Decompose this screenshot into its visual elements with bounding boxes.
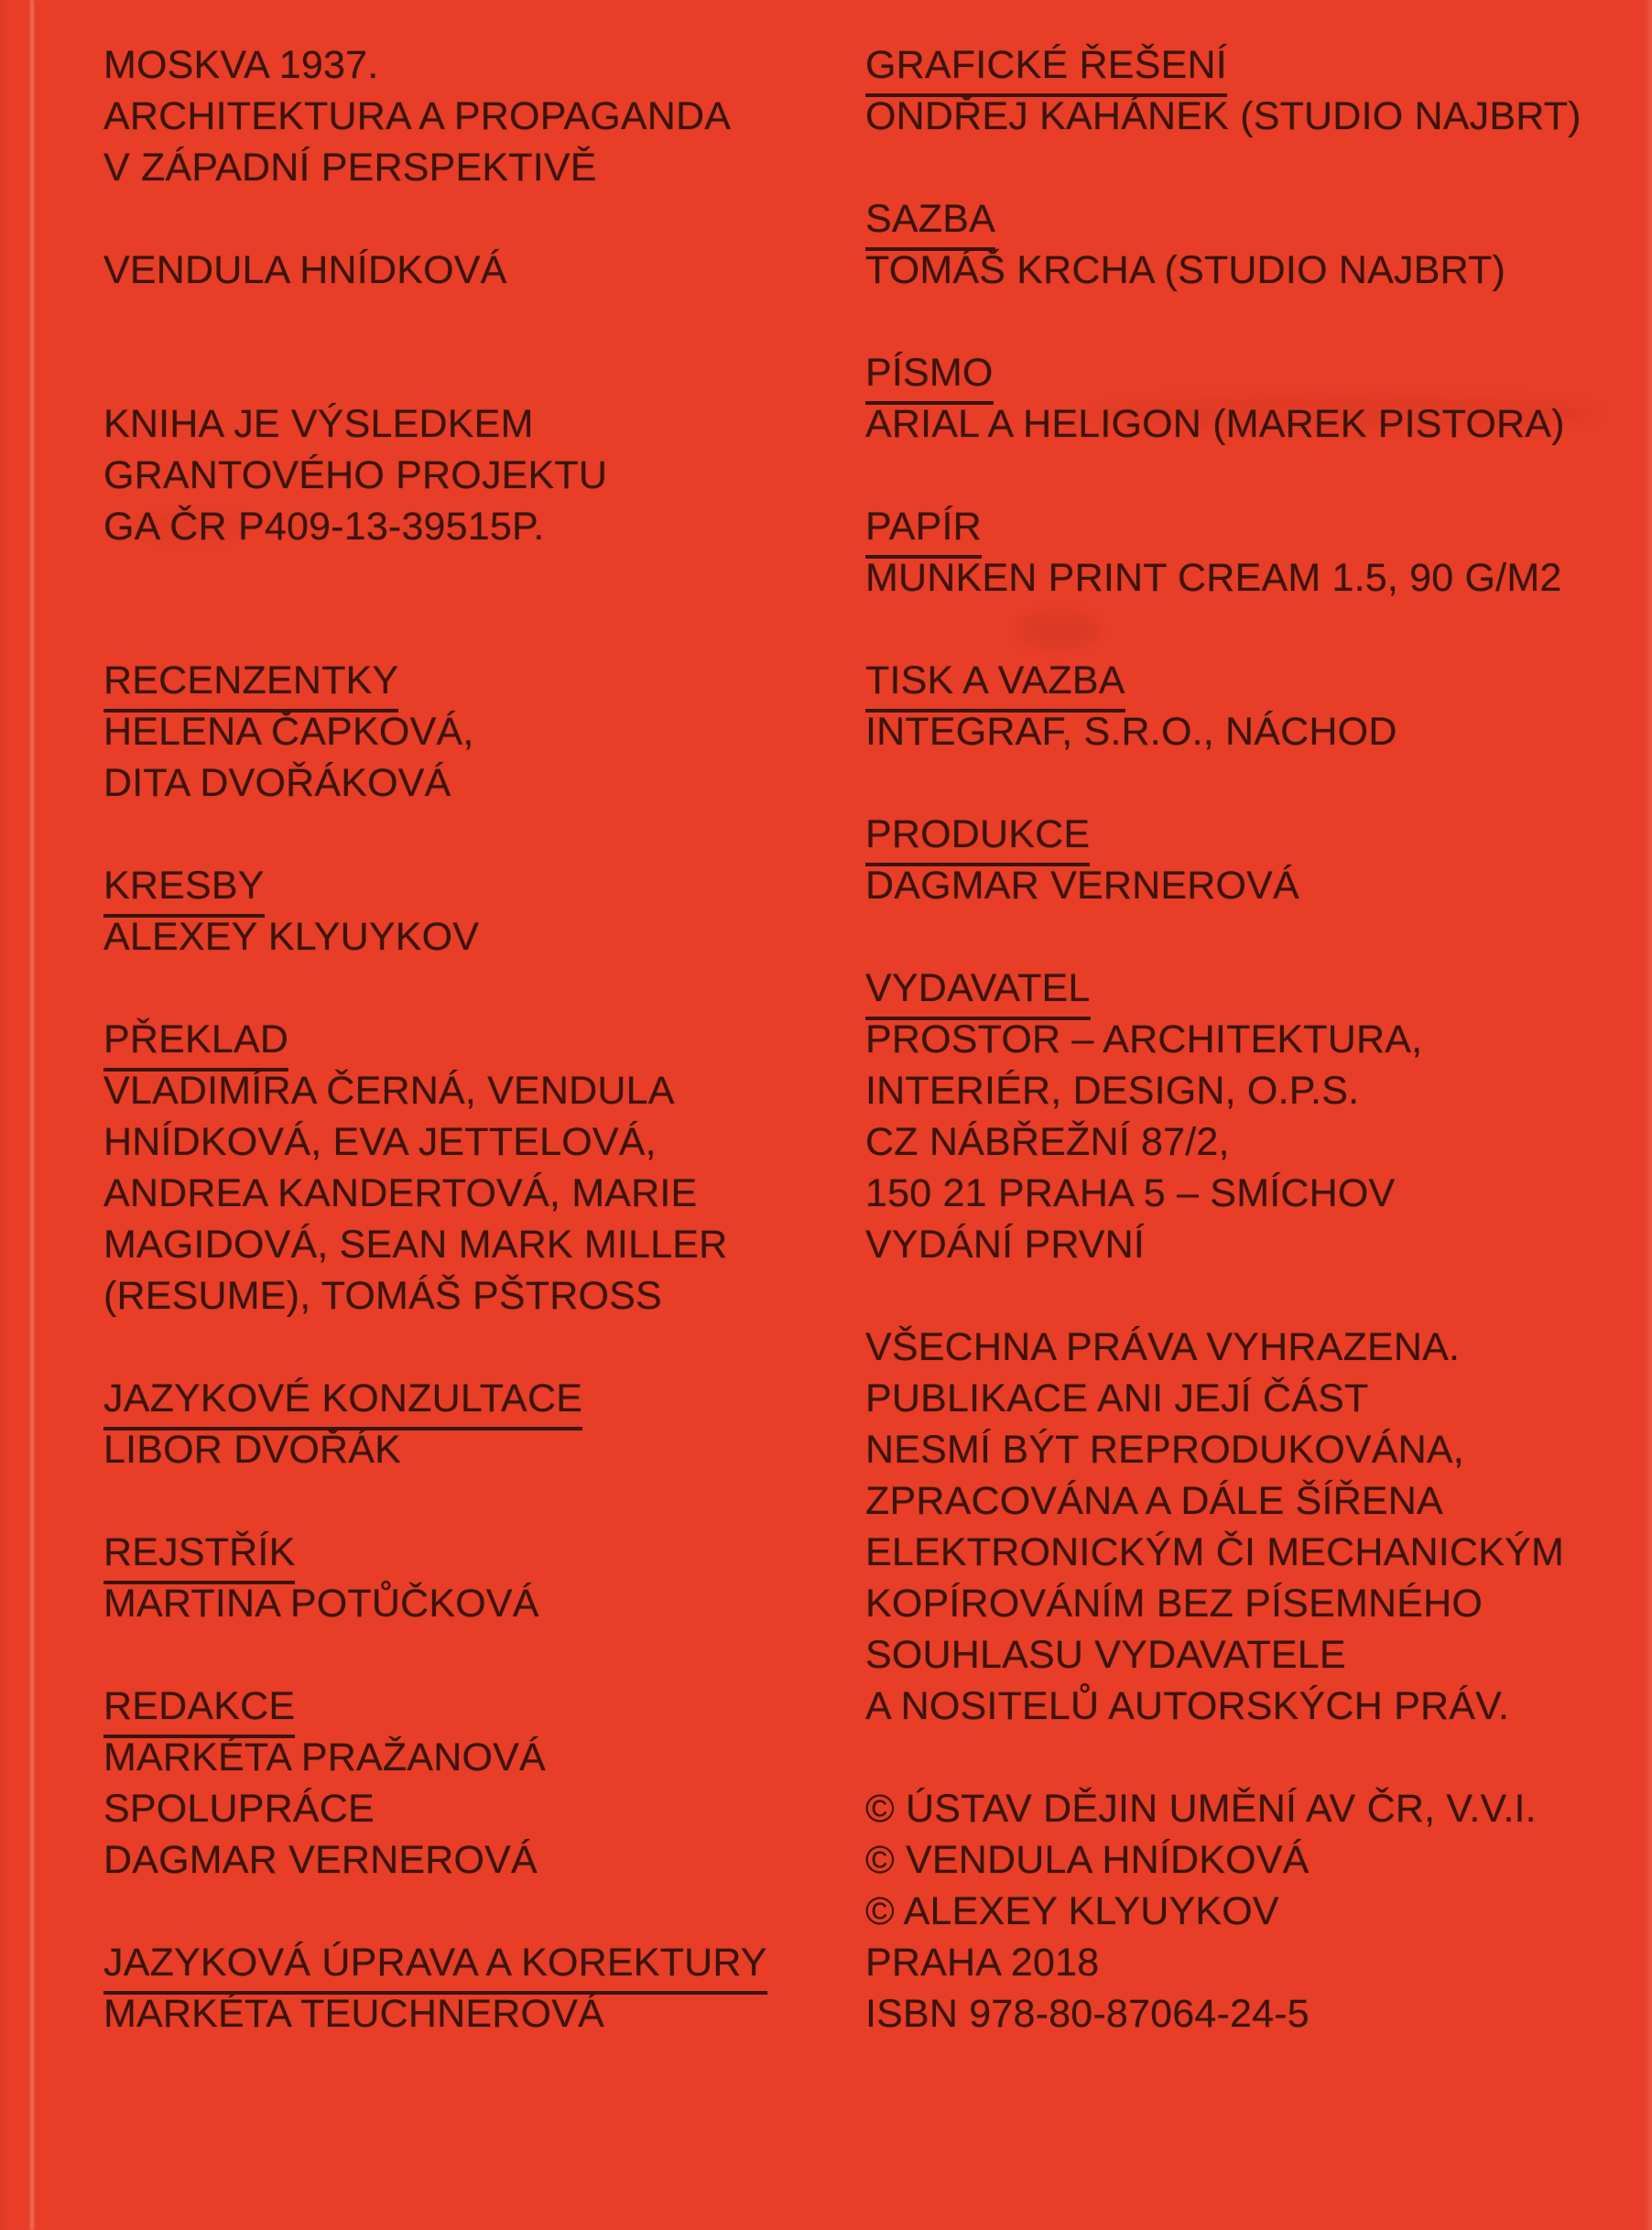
section-language-consulting	[103, 1373, 836, 1475]
section-drawings	[103, 860, 836, 963]
text-line: ARCHITEKTURA A PROPAGANDA	[103, 94, 732, 138]
section-paper	[865, 501, 1652, 604]
text-line: © ÚSTAV DĚJIN UMĚNÍ AV ČR, V.V.I.	[865, 1787, 1537, 1831]
text-line: GA ČR P409-13-39515P.	[103, 505, 545, 549]
section-heading: PAPÍR	[865, 501, 1652, 552]
text-line: A NOSITELŮ AUTORSKÝCH PRÁV.	[865, 1684, 1510, 1728]
section-title	[103, 39, 836, 193]
section-publisher	[865, 963, 1652, 1270]
text-line: HELENA ČAPKOVÁ,	[103, 710, 474, 754]
text-line: MARKÉTA PRAŽANOVÁ	[103, 1735, 546, 1779]
section-heading: JAZYKOVÉ KONZULTACE	[103, 1373, 836, 1424]
text-line: MAGIDOVÁ, SEAN MARK MILLER	[103, 1223, 728, 1267]
section-heading: PÍSMO	[865, 347, 1652, 398]
text-line: DAGMAR VERNEROVÁ	[103, 1838, 538, 1882]
section-heading: REDAKCE	[103, 1681, 836, 1732]
text-line: ANDREA KANDERTOVÁ, MARIE	[103, 1171, 698, 1215]
text-line: ALEXEY KLYUYKOV	[103, 915, 480, 959]
section-index	[103, 1527, 836, 1629]
text-line: MARTINA POTŮČKOVÁ	[103, 1582, 539, 1626]
page-fold-line	[30, 0, 34, 2230]
text-line: V ZÁPADNÍ PERSPEKTIVĚ	[103, 146, 597, 190]
text-line: PUBLIKACE ANI JEJÍ ČÁST	[865, 1376, 1369, 1420]
text-line: VLADIMÍRA ČERNÁ, VENDULA	[103, 1069, 675, 1113]
section-copyright	[865, 1783, 1652, 2040]
section-heading: TISK A VAZBA	[865, 655, 1652, 706]
text-line: PRAHA 2018	[865, 1941, 1100, 1985]
section-typesetting	[865, 193, 1652, 296]
text-line: MOSKVA 1937.	[103, 43, 379, 87]
section-rights-notice	[865, 1322, 1652, 1732]
text-line: LIBOR DVOŘÁK	[103, 1428, 401, 1472]
text-line: (RESUME), TOMÁŠ PŠTROSS	[103, 1274, 662, 1318]
text-line: GRANTOVÉHO PROJEKTU	[103, 453, 608, 497]
text-line: MUNKEN PRINT CREAM 1.5, 90 G/M2	[865, 556, 1562, 600]
text-line: TOMÁŠ KRCHA (STUDIO NAJBRT)	[865, 248, 1506, 292]
text-line: © ALEXEY KLYUYKOV	[865, 1889, 1279, 1933]
text-line: INTERIÉR, DESIGN, O.P.S.	[865, 1069, 1360, 1113]
text-line: SOUHLASU VYDAVATELE	[865, 1633, 1346, 1677]
section-heading: VYDAVATEL	[865, 963, 1652, 1014]
text-line: ELEKTRONICKÝM ČI MECHANICKÝM	[865, 1530, 1564, 1574]
text-line: ISBN 978-80-87064-24-5	[865, 1992, 1310, 2036]
text-line: DAGMAR VERNEROVÁ	[865, 864, 1299, 908]
section-graphic-design	[865, 39, 1652, 142]
section-heading: RECENZENTKY	[103, 655, 836, 706]
text-line: MARKÉTA TEUCHNEROVÁ	[103, 1992, 604, 2036]
section-heading: PRODUKCE	[865, 809, 1652, 860]
section-print-binding	[865, 655, 1652, 757]
text-line: SPOLUPRÁCE	[103, 1787, 375, 1831]
text-line: KOPÍROVÁNÍM BEZ PÍSEMNÉHO	[865, 1582, 1483, 1626]
text-line: NESMÍ BÝT REPRODUKOVÁNA,	[865, 1428, 1464, 1472]
text-line: HNÍDKOVÁ, EVA JETTELOVÁ,	[103, 1120, 657, 1164]
text-line: © VENDULA HNÍDKOVÁ	[865, 1838, 1310, 1882]
section-translation	[103, 1014, 836, 1322]
text-line: INTEGRAF, S.R.O., NÁCHOD	[865, 710, 1397, 754]
section-heading: REJSTŘÍK	[103, 1527, 836, 1578]
colophon-left-column	[103, 39, 836, 2040]
section-reviewers	[103, 655, 836, 809]
section-production	[865, 809, 1652, 911]
text-line: PROSTOR – ARCHITEKTURA,	[865, 1017, 1423, 1061]
text-line: ARIAL A HELIGON (MAREK PISTORA)	[865, 402, 1565, 446]
section-author	[103, 245, 836, 296]
text-line: DITA DVOŘÁKOVÁ	[103, 761, 451, 805]
colophon-right-column	[865, 39, 1652, 2040]
section-heading: GRAFICKÉ ŘEŠENÍ	[865, 39, 1652, 91]
text-line: KNIHA JE VÝSLEDKEM	[103, 402, 534, 446]
text-line: VYDÁNÍ PRVNÍ	[865, 1223, 1146, 1267]
text-line: ONDŘEJ KAHÁNEK (STUDIO NAJBRT)	[865, 94, 1581, 138]
text-line: 150 21 PRAHA 5 – SMÍCHOV	[865, 1171, 1396, 1215]
section-heading: JAZYKOVÁ ÚPRAVA A KOREKTURY	[103, 1937, 836, 1988]
section-typeface	[865, 347, 1652, 450]
section-heading: KRESBY	[103, 860, 836, 911]
section-grant	[103, 398, 836, 552]
section-heading: PŘEKLAD	[103, 1014, 836, 1065]
text-line: VŠECHNA PRÁVA VYHRAZENA.	[865, 1325, 1461, 1369]
section-editing	[103, 1681, 836, 1886]
section-heading: SAZBA	[865, 193, 1652, 245]
text-line: CZ NÁBŘEŽNÍ 87/2,	[865, 1120, 1230, 1164]
page-left-edge-shadow	[0, 0, 9, 2230]
text-line: VENDULA HNÍDKOVÁ	[103, 248, 507, 292]
text-line: ZPRACOVÁNA A DÁLE ŠÍŘENA	[865, 1479, 1443, 1523]
section-proofreading	[103, 1937, 836, 2040]
